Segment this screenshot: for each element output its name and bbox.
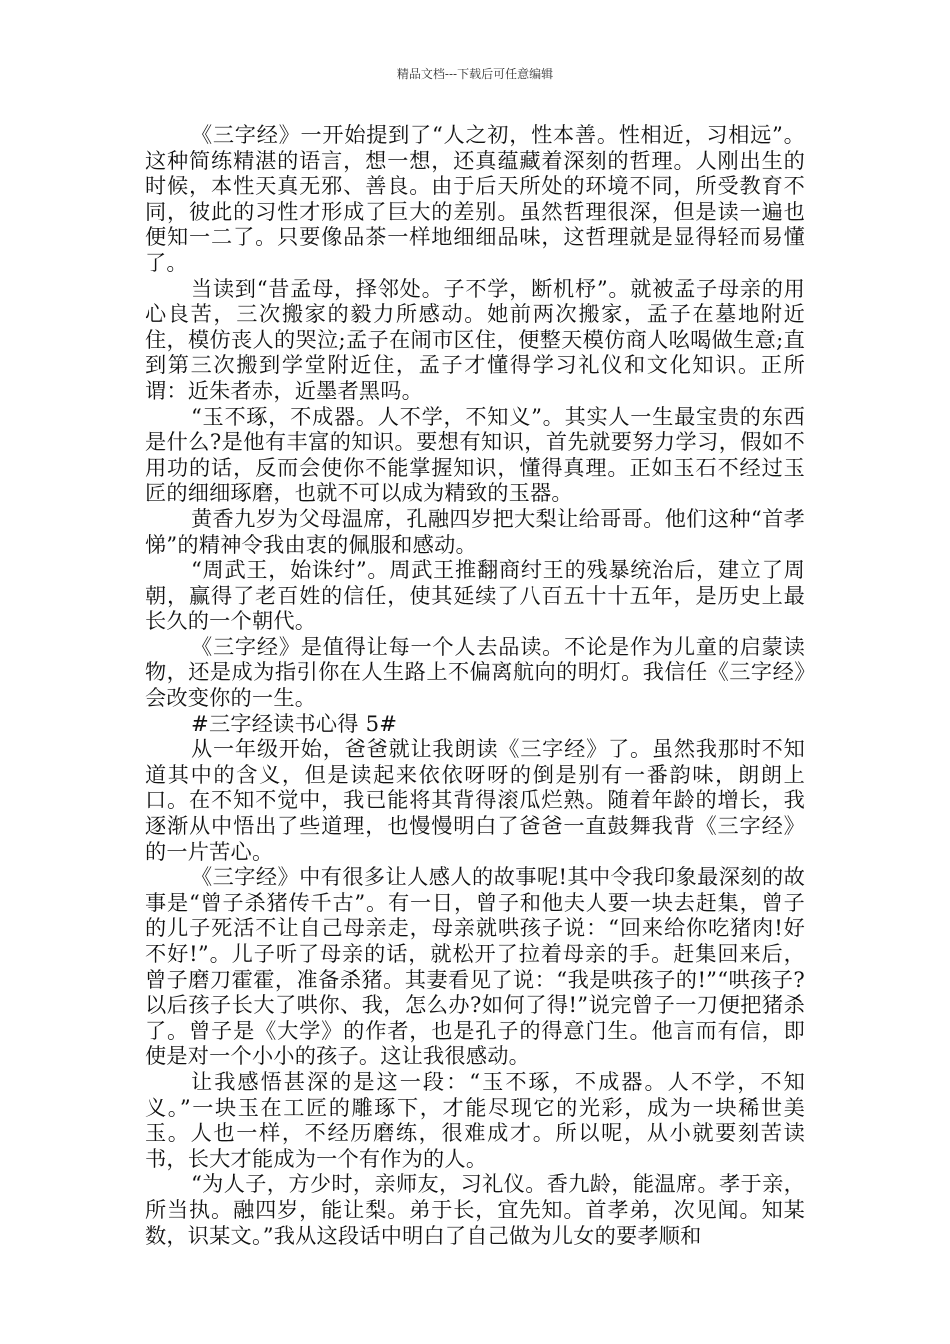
document-body bbox=[145, 122, 805, 1248]
paragraph: 从一年级开始，爸爸就让我朗读《三字经》了。虽然我那时不知道其中的含义，但是读起来依依呀呀的倒是别有一番韵味，朗朗上口。在不知不觉中，我已能将其背得滚瓜烂熟。随着年龄的增长，我逐渐从中悟出了些道理，也慢慢明白了爸爸一直鼓舞我背《三字经》的一片苦心。 bbox=[145, 736, 805, 864]
paragraph: “周武王，始诛纣”。周武王推翻商纣王的残暴统治后，建立了周朝，赢得了老百姓的信任，使其延续了八百五十十五年，是历史上最长久的一个朝代。 bbox=[145, 557, 805, 634]
paragraph: “玉不琢，不成器。人不学，不知义”。其实人一生最宝贵的东西是什么?是他有丰富的知识。要想有知识，首先就要努力学习，假如不用功的话，反而会使你不能掌握知识，懂得真理。正如玉石不经过玉匠的细细琢磨，也就不可以成为精致的玉器。 bbox=[145, 403, 805, 506]
paragraph: 黄香九岁为父母温席，孔融四岁把大梨让给哥哥。他们这种“首孝悌”的精神令我由衷的佩服和感动。 bbox=[145, 505, 805, 557]
paragraph: 《三字经》一开始提到了“人之初，性本善。性相近，习相远”。这种简练精湛的语言，想一想，还真蕴藏着深刻的哲理。人刚出生的时候，本性天真无邪、善良。由于后天所处的环境不同，所受教育不同，彼此的习性才形成了巨大的差别。虽然哲理很深，但是读一遍也便知一二了。只要像品茶一样地细细品味，这哲理就是显得轻而易懂了。 bbox=[145, 122, 805, 275]
paragraph: 让我感悟甚深的是这一段：“玉不琢，不成器。人不学，不知义。”一块玉在工匠的雕琢下，才能尽现它的光彩，成为一块稀世美玉。人也一样，不经历磨练，很难成才。所以呢，从小就要刻苦读书，长大才能成为一个有作为的人。 bbox=[145, 1068, 805, 1171]
paragraph: 《三字经》是值得让每一个人去品读。不论是作为儿童的启蒙读物，还是成为指引你在人生路上不偏离航向的明灯。我信任《三字经》会改变你的一生。 bbox=[145, 633, 805, 711]
paragraph: “为人子，方少时，亲师友，习礼仪。香九龄，能温席。孝于亲，所当执。融四岁，能让梨。弟于长，宜先知。首孝弟，次见闻。知某数，识某文。”我从这段话中明白了自己做为儿女的要孝顺和 bbox=[145, 1171, 805, 1248]
paragraph: 当读到“昔孟母，择邻处。子不学，断机杼”。就被孟子母亲的用心良苦，三次搬家的毅力所感动。她前两次搬家，孟子在墓地附近住，模仿丧人的哭泣;孟子在闹市区住，便整天模仿商人吆喝做生意;直到第三次搬到学堂附近住，孟子才懂得学习礼仪和文化知识。正所谓：近朱者赤，近墨者黑吗。 bbox=[145, 275, 805, 403]
paragraph: 《三字经》中有很多让人感人的故事呢!其中令我印象最深刻的故事是“曾子杀猪传千古”。有一日，曾子和他夫人要一块去赶集，曾子的儿子死活不让自己母亲走，母亲就哄孩子说：“回来给你吃猪肉!好不好!”。儿子听了母亲的话，就松开了拉着母亲的手。赶集回来后，曾子磨刀霍霍，准备杀猪。其妻看见了说：“我是哄孩子的!”“哄孩子?以后孩子长大了哄你、我，怎么办?如何了得!”说完曾子一刀便把猪杀了。曾子是《大学》的作者，也是孔子的得意门生。他言而有信，即使是对一个小小的孩子。这让我很感动。 bbox=[145, 864, 805, 1069]
section-heading: #三字经读书心得 5# bbox=[191, 710, 398, 736]
page-header: 精品文档---下载后可任意编辑 bbox=[396, 67, 554, 81]
